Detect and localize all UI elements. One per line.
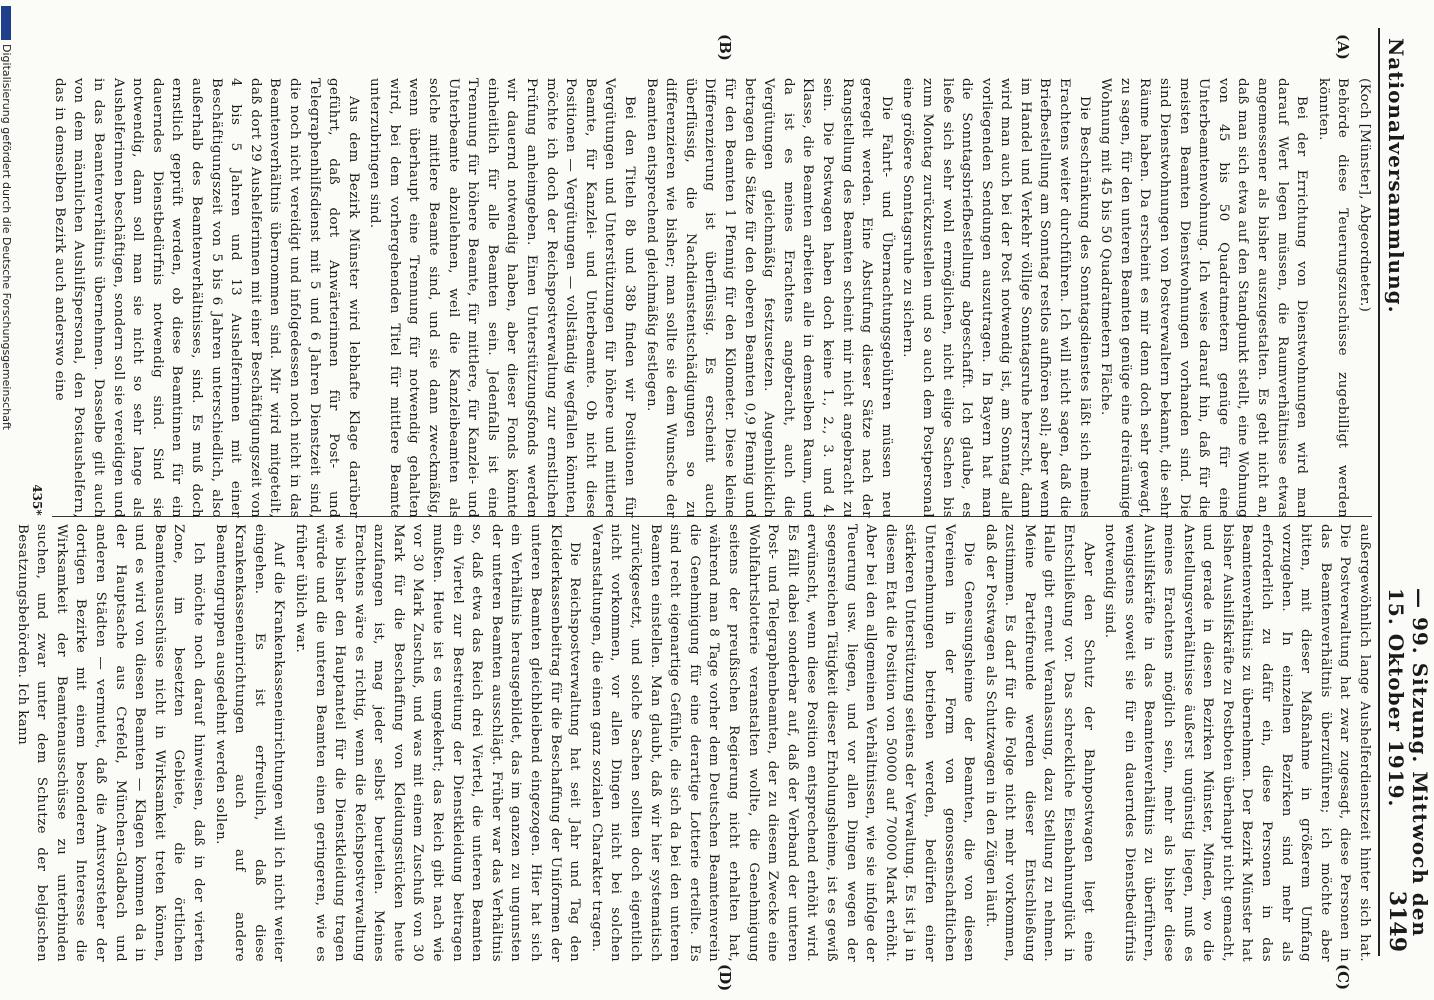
column-paragraph: Bei den Titeln 8b und 38b finden wir Positionen für Vergütungen und Unterstützungen für höhere und mittlere Beamte, für Kanzlei- und Unterbeamte. Ob nicht diese Positionen — Vergütungen — vollständig wegfallen könnten, möchte ich doch der Reichspostverwaltung zur ernstlichen Prüfung anheimgeben. Einen Unterstützungsfonds werden wir dauernd notwendig haben, aber dieser Fonds könnte einheitlich für alle Beamten sein. Jedenfalls ist eine Trennung für höhere Beamte, für mittlere, für Kanzlei- und Unterbeamte abzulehnen, weil die Kanzleibeamten als solche mittlere Beamte sind, und sie dann zweckmäßig, wenn überhaupt eine Trennung für notwendig gehalten wird, bei dem vorhergehenden Titel für mittlere Beamte unterzubringen sind. [367, 78, 638, 518]
dfg-logo-icon [1, 6, 11, 40]
text-column-left [44, 78, 1374, 518]
header-left: Nationalversammlung. [1384, 38, 1408, 314]
page-signature: 435* [30, 484, 44, 516]
page-header [1378, 28, 1432, 956]
column-paragraph: Aber den Schutz der Bahnpostwagen liegt eine Entschließung vor. Das schreckliche Eisenbahnunglück in Halle gibt erneut Veranlassung, dazu Stellung zu nehmen. Meine Parteifreunde werden dieser Entschließung zustimmen. Es darf für die Folge nicht mehr vorkommen, daß der Postwagen als Schutzwagen in den Zügen läuft. [982, 524, 1096, 962]
column-paragraph: Die Reichspostverwaltung hat seit Jahr und Tag den Kleiderkassenbeitrag für die Beschaffung der Uniformen der unteren Beamten gleichbleibend eingezogen. Hier hat sich ein Verhältnis herausgebildet, das im ganzen zu ungunsten der unteren Beamten ausschlägt. Früher war das Verhältnis so, daß etwa das Reich drei Viertel, die unteren Beamten ein Viertel zur Bestreitung der Dienstkleidung beitragen mußten. Heute ist es umgekehrt; das Reich gibt nach wie vor 30 Mark Zuschuß, und was mit einem Zuschuß von 30 Mark für die Beschaffung von Kleidungsstücken heute anzufangen ist, mag jeder selbst beurteilen. Meines Erachtens wäre es richtig, wenn die Reichspostverwaltung wie bisher den Hauptanteil für die Dienstkleidung tragen würde und die unteren Beamten einen geringeren, wie es früher üblich war. [292, 524, 583, 962]
column-paragraph: Behörde diese Teuerungszuschüsse zugebilligt werden könnten. [1315, 78, 1351, 518]
text-column-right [14, 524, 1374, 962]
page-number: 3149 [1384, 890, 1410, 952]
column-paragraph: Aus dem Bezirk Münster wird lebhafte Klage darüber geführt, daß dort Anwärterinnen für Post- und Telegraphenhilfsdienst mit 5 und 6 Jahren Dienstzeit sind, die noch nicht vereidigt und infolgedessen noch nicht in das Beamtenverhältnis übernommen sind. Mir wird mitgeteilt, daß dort 29 Aushelferinnen mit einer Beschäftigungszeit von 4 bis 5 Jahren und 13 Aushelferinnen mit einer Beschäftigungszeit von 5 bis 6 Jahren unterschiedlich, also außerhalb des Beamtenverhältnisses, sind. Es muß doch ernstlich geprüft werden, ob diese Beamtinnen für ein dauerndes Dienstbedürfnis notwendig sind. Sind sie notwendig, dann soll man sie nicht so sehr lange als Aushelferinnen beschäftigen, sondern soll sie vereidigen und in das Beamtenverhältnis übernehmen. Dasselbe gilt auch von dem männlichen Aushilfspersonal, den Postaushelfern, das in demselben Bezirk auch anderswo eine [51, 78, 361, 518]
column-divider [52, 516, 1372, 517]
column-paragraph: Die Fahrt- und Übernachtungsgebühren müssen neu geregelt werden. Eine Abstufung dieser Sätze nach der Rangstellung des Beamten scheint mir nicht angebracht zu sein. Die Postwagen haben doch keine 1., 2., 3. und 4. Klasse, die Beamten arbeiten alle in demselben Raum, und da ist es meines Erachtens angebracht, auch die Vergütungen gleichmäßig festzusetzen. Augenblicklich betragen die Sätze für den oberen Beamten 0,9 Pfennig und für den Beamten 1 Pfennig für den Kilometer. Diese kleine Differenzierung ist überflüssig. Es erscheint auch überflüssig, die Nachdienstentschädigungen so zu differenzieren wie bisher; man sollte sie dem Wunsche der Beamten entsprechend gleichmäßig festlegen. [643, 78, 894, 518]
column-paragraph: Ich möchte noch darauf hinweisen, daß in der vierten Zone, im besetzten Gebiete, die örtlichen Beamtenausschüsse nicht in Wirksamkeit treten können, und es wird von diesen Beamten — Klagen kommen da in der Hauptsache aus Crefeld, München-Gladbach und anderen Städten — vermutet, daß die Amtsvorsteher der dortigen Bezirke mit einem besonderen Interesse die Wirksamkeit der Beamtenausschüsse zu unterbinden suchen, und zwar unter dem Schutze der belgischen Besatzungsbehörden. Ich kann [14, 524, 206, 962]
credit-text: Digitalisierung gefördert durch die Deutsche Forschungsgemeinschaft [0, 44, 13, 430]
margin-mark-b: (B) [716, 34, 734, 61]
margin-mark-a: (A) [1334, 34, 1352, 60]
column-paragraph: Bei der Errichtung von Dienstwohnungen wird man darauf Wert legen müssen, die Raumverhältnisse etwas angemessener als bisher auszugestalten. Es geht nicht an, daß man sich etwa auf den Standpunkt stellt, eine Wohnung von 45 bis 50 Quadratmetern genüge für eine Unterbeamtenwohnung. Ich weise darauf hin, daß für die meisten Beamten Dienstwohnungen vorhanden sind. Die sind Dienstwohnungen von Postverwaltern bekannt, die sehr Räume haben. Da erscheint es mir denn doch sehr gewagt, zu sagen, für den unteren Beamten genüge eine dreiräumige Wohnung mit 45 bis 50 Quadratmetern Fläche. [1098, 78, 1310, 518]
header-middle: — 99. Sitzung. Mittwoch den 15. Oktober 1919. [1384, 588, 1432, 938]
margin-mark-d: (D) [716, 964, 734, 992]
column-paragraph: außergewöhnlich lange Aushelferdienstzeit hinter sich hat. Die Postverwaltung hat zwar zugesagt, diese Personen in das Beamtenverhältnis überzuführen; ich möchte aber bitten, mit dieser Maßnahme in größerem Umfang vorzugehen. In einzelnen Bezirken sind mehr als erforderlich zu dafür ein, diese Personen in das Beamtenverhältnis zu übernehmen. Der Bezirk Münster hat bisher Aushilfskräfte zu Postboten überhaupt nicht gemacht, und gerade in diesen Bezirken Münster, Minden, wo die Anstellungsverhältnisse äußerst ungünstig liegen, muß es meines Erachtens möglich sein, mehr als bisher diese Aushilfskräfte in das Beamtenverhältnis zu überführen, wenigstens soweit sie für ein dauerndes Dienstbedürfnis notwendig sind. [1102, 524, 1372, 962]
column-paragraph: Auf die Krankenkasseneinrichtungen will ich nicht weiter eingehen. Es ist erfreulich, daß diese Krankenkasseneinrichtungen auch auf andere Beamtengruppen ausgedehnt werden sollen. [212, 524, 287, 962]
margin-mark-c: (C) [1334, 964, 1352, 991]
column-paragraph: Die Beschränkung des Sonntagsdienstes läßt sich meines Erachtens weiter durchführen. Ich will nicht sagen, daß die Briefbestellung am Sonntag restlos aufhören soll; aber wenn im Handel und Verkehr völlige Sonntagsruhe herrscht, dann wird man auch bei der Post notwendig ist, am Sonntag alle vorliegenden Sendungen auszutragen. In Bayern hat man die Sonntagsbriefbestellung abgeschafft. Ich glaube, es ließe sich sehr wohl ermöglichen, nicht eilige Sachen bis zum Montag zurückzustellen und so auch dem Postpersonal eine größere Sonntagsruhe zu sichern. [900, 78, 1092, 518]
column-paragraph: Die Genesungsheime der Beamten, die von diesen Vereinen in der Form von genossenschaftlichen Unternehmungen betrieben werden, bedürfen einer stärkeren Unterstützung seitens der Verwaltung. Es ist ja in diesem Etat die Position von 50000 auf 70000 Mark erhöht. Aber bei den allgemeinen Verhältnissen, wie sie infolge der Teuerung usw. liegen, und vor allen Dingen wegen der segensreichen Tätigkeit dieser Erholungsheime, ist es gewiß erwünscht, wenn diese Position entsprechend erhöht wird. Es fällt dabei sonderbar auf, daß der Verband der unteren Post- und Telegraphenbeamten, der zu diesem Zwecke eine Wohlfahrtslotterie veranstalten wollte, die Genehmigung seitens der preußischen Regierung nicht erhalten hat, während man 8 Tage vorher dem Deutschen Beamtenverein die Genehmigung für eine derartige Lotterie erteilte. Es sind recht eigenartige Gefühle, die sich da bei den unteren Beamten einstellen. Man glaubt, daß wir hier systematisch zurückgesetzt, und solche Sachen sollten doch eigentlich nicht vorkommen, vor allen Dingen nicht bei solchen Veranstaltungen, die einen ganz sozialen Charakter tragen. [588, 524, 977, 962]
column-paragraph: (Koch [Münster], Abgeordneter.) [1357, 78, 1372, 313]
digitization-credit [0, 6, 13, 430]
